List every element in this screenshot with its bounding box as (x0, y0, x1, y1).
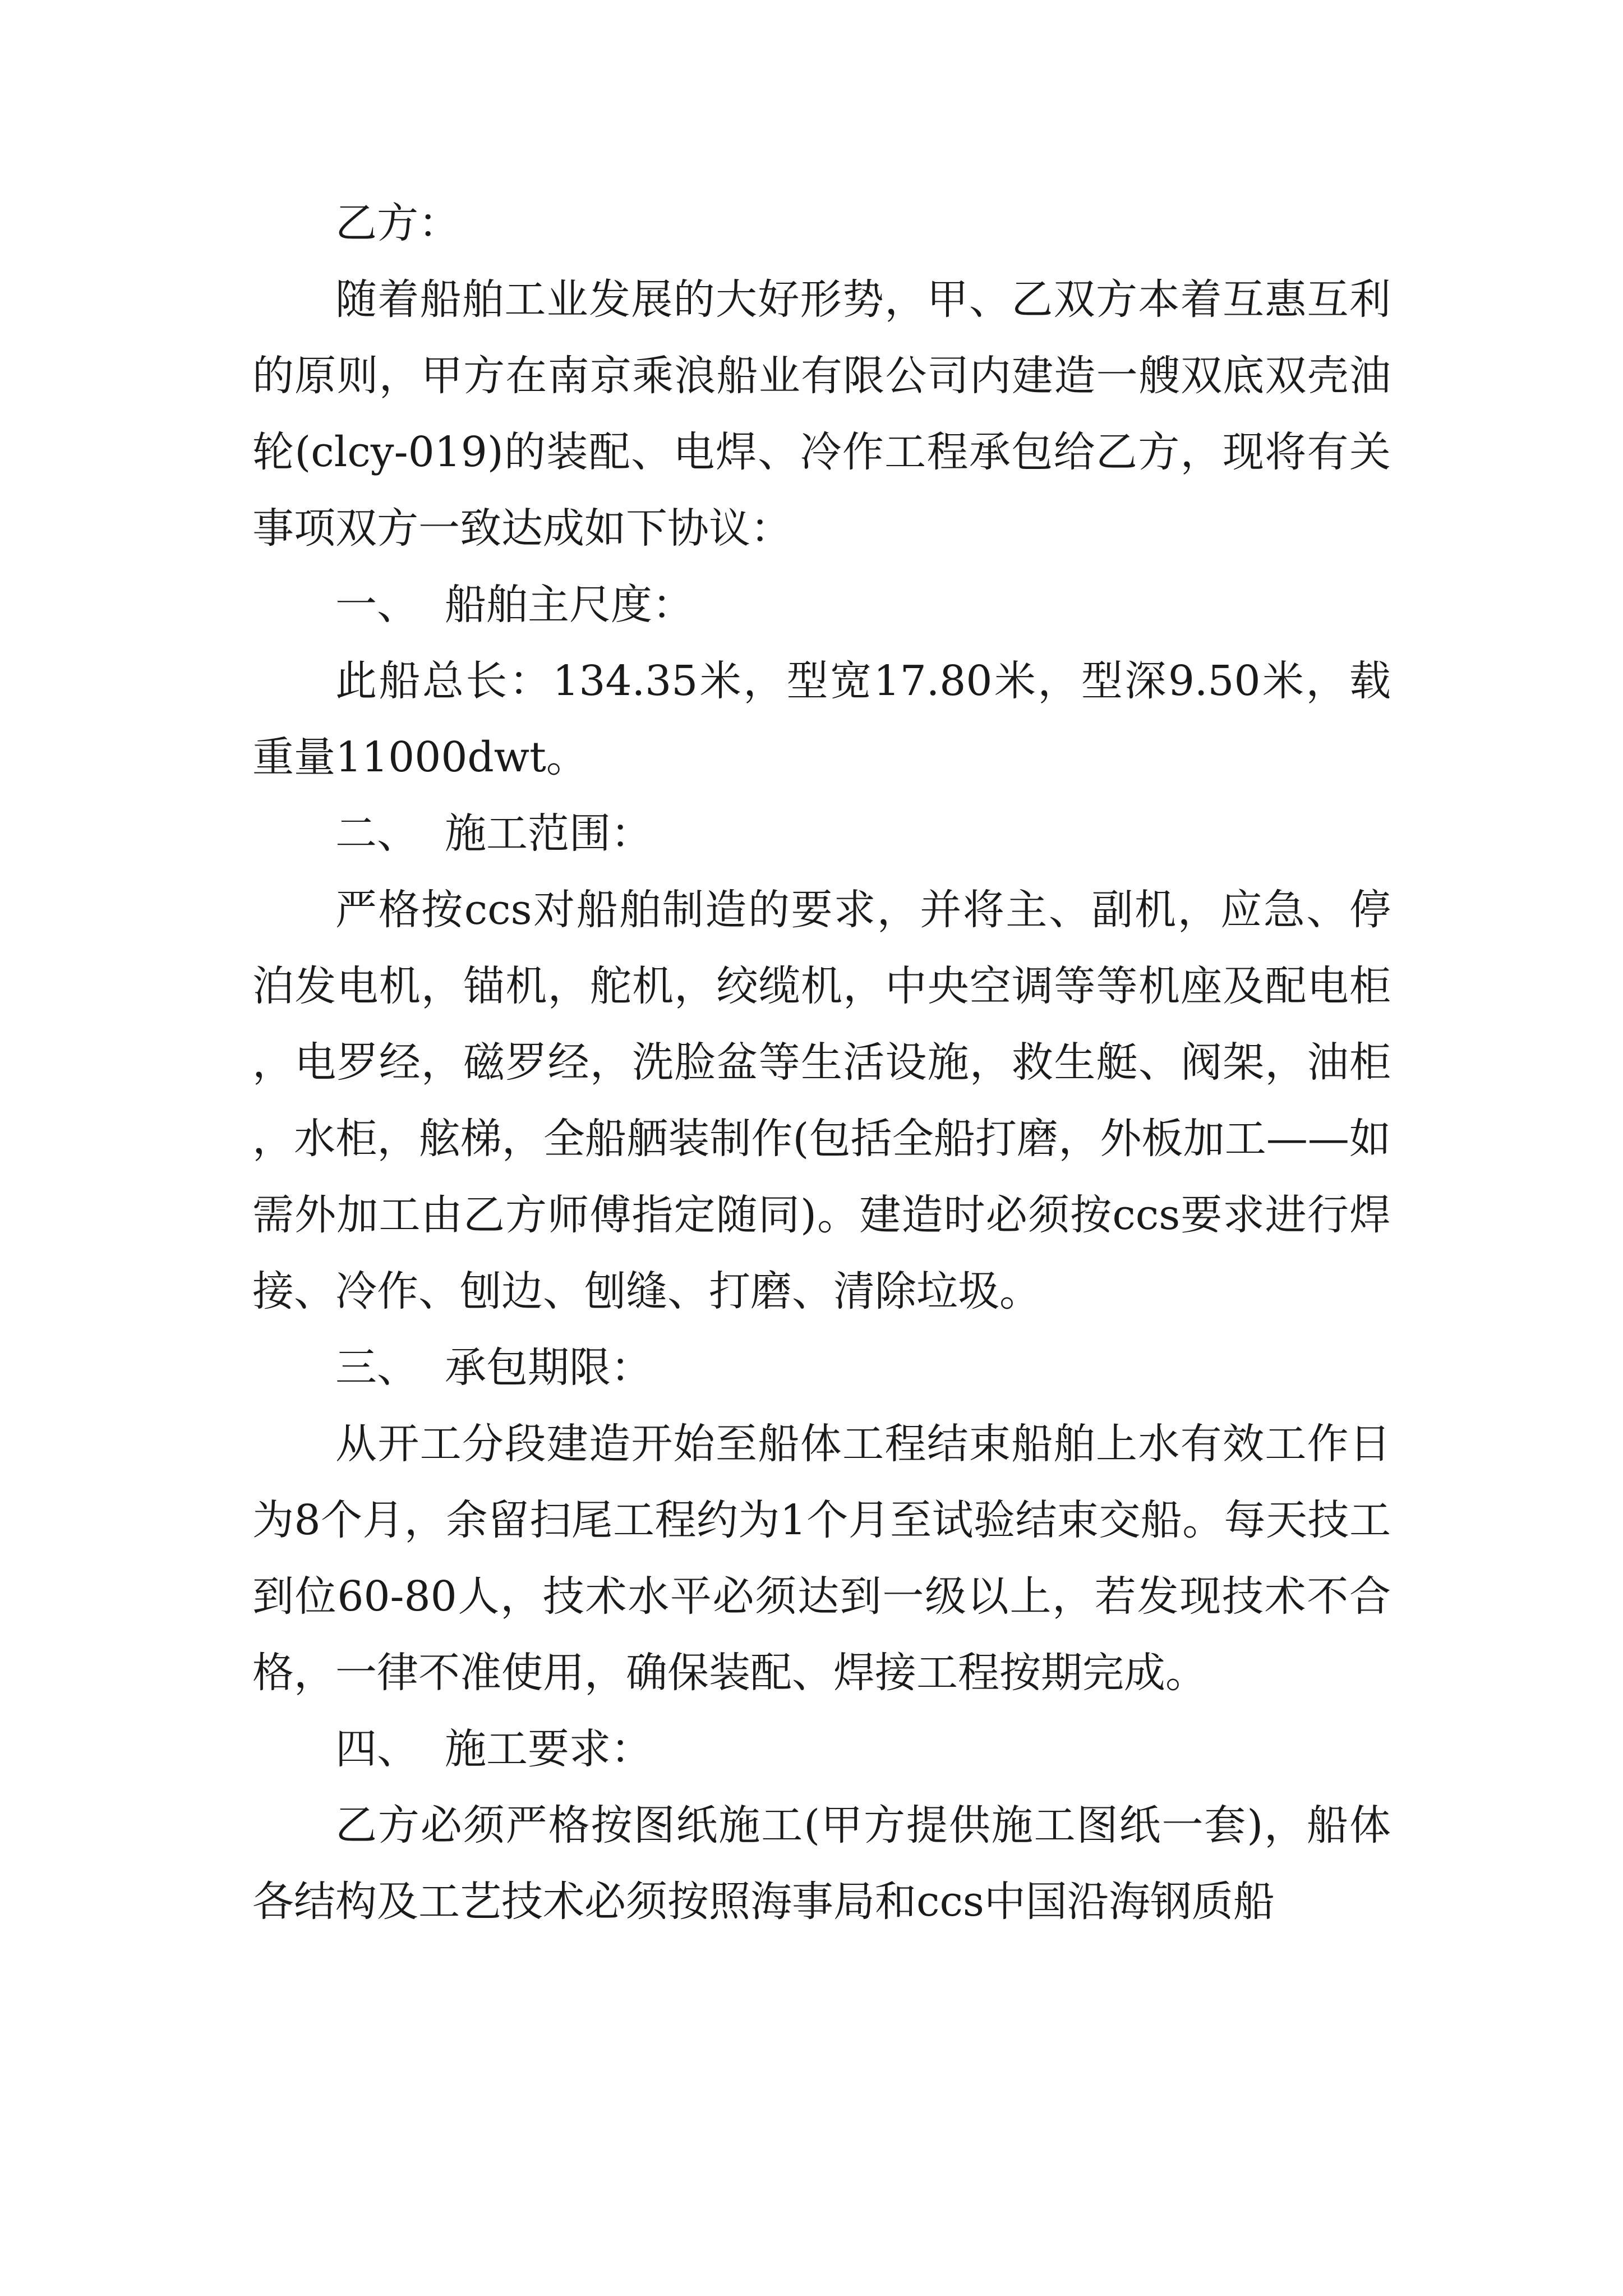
term-paragraph: 从开工分段建造开始至船体工程结束船舶上水有效工作日为8个月，余留扫尾工程约为1个月至试验结束交船。每天技工到位60-80人，技术水平必须达到一级以上，若发现技术不合格，一律不准使用，确保装配、焊接工程按期完成。 (252, 1420, 1391, 1697)
document-body (252, 185, 1391, 1940)
dimensions-paragraph: 此船总长：134.35米，型宽17.80米，型深9.50米，载重量11000dwt。 (252, 657, 1391, 781)
party-b-label: 乙方： (335, 199, 460, 247)
section-heading-term: 三、 承包期限： (335, 1343, 653, 1392)
section-heading-scope: 二、 施工范围： (335, 809, 653, 858)
section-heading-requirements: 四、 施工要求： (335, 1725, 653, 1773)
requirements-paragraph: 乙方必须严格按图纸施工(甲方提供施工图纸一套)，船体各结构及工艺技术必须按照海事局和ccs中国沿海钢质船 (252, 1801, 1391, 1926)
scope-paragraph: 严格按ccs对船舶制造的要求，并将主、副机，应急、停泊发电机，锚机，舵机，绞缆机，中央空调等等机座及配电柜，电罗经，磁罗经，洗脸盆等生活设施，救生艇、阀架，油柜，水柜，舷梯，全船舾装制作(包括全船打磨，外板加工——如需外加工由乙方师傅指定随同)。建造时必须按ccs要求进行焊接、冷作、刨边、刨缝、打磨、清除垃圾。 (252, 886, 1391, 1315)
section-heading-dimensions: 一、 船舶主尺度： (335, 581, 694, 629)
intro-paragraph: 随着船舶工业发展的大好形势，甲、乙双方本着互惠互利的原则，甲方在南京乘浪船业有限公司内建造一艘双底双壳油轮(clcy-019)的装配、电焊、冷作工程承包给乙方，现将有关事项双方一致达成如下协议： (252, 275, 1391, 553)
